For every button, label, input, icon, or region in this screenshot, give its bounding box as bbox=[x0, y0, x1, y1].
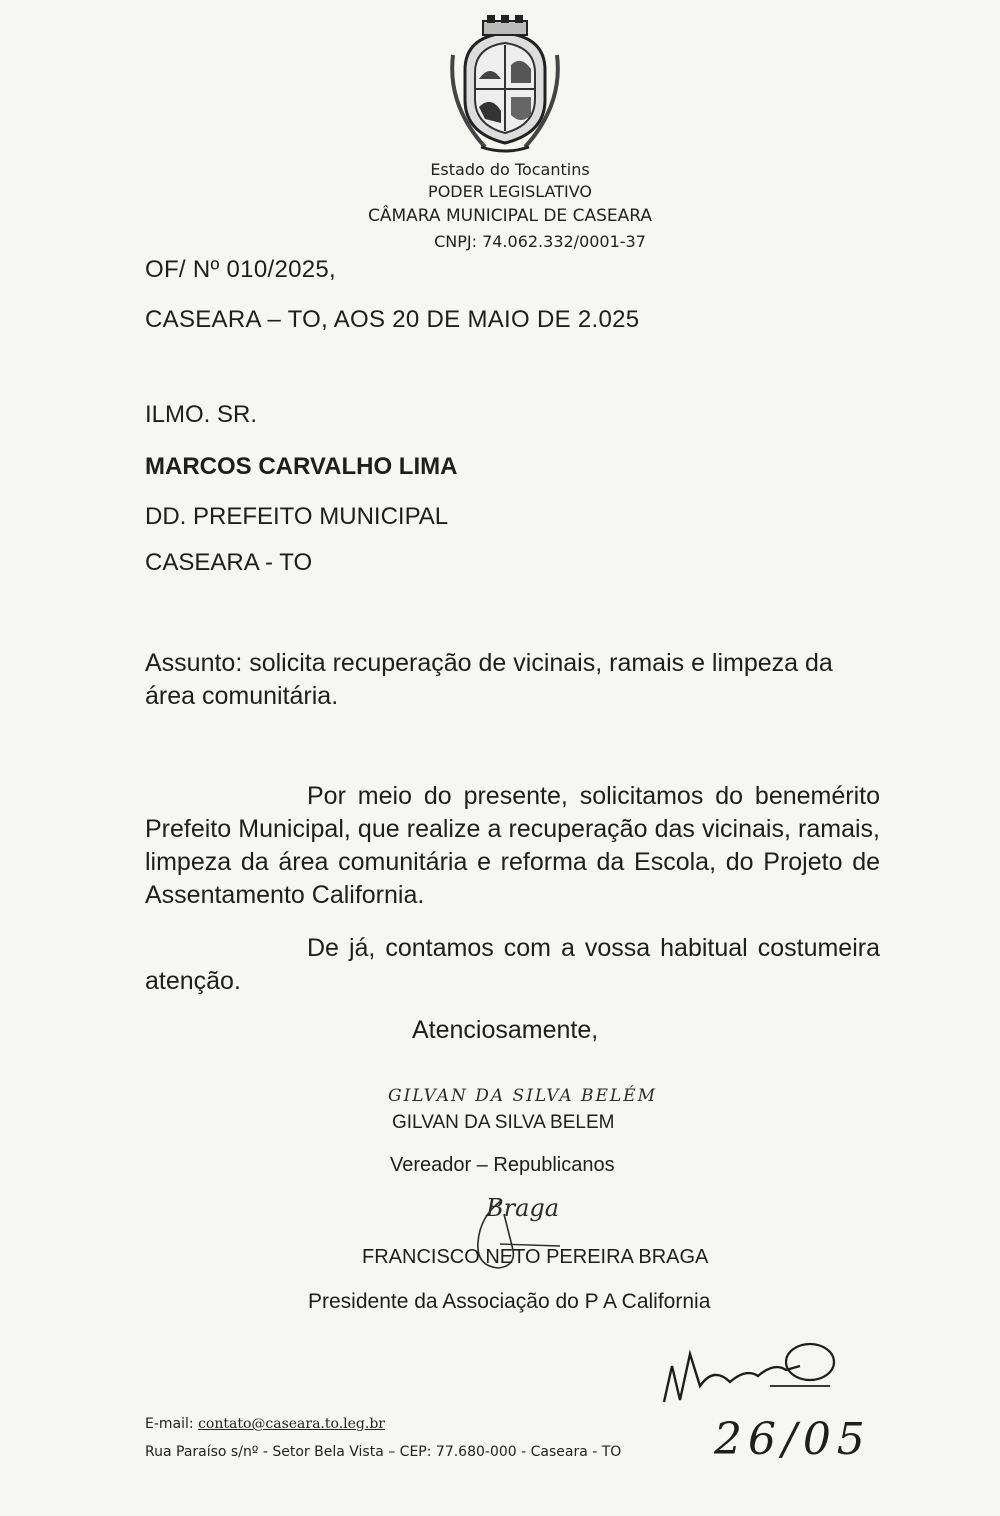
header-power: PODER LEGISLATIVO bbox=[428, 182, 592, 201]
signer-1-name: GILVAN DA SILVA BELEM bbox=[392, 1112, 615, 1133]
receipt-signature-icon bbox=[650, 1336, 840, 1408]
letter-body-paragraph-2: De já, contamos com a vossa habitual costumeira atenção. bbox=[145, 934, 880, 995]
letter-subject: Assunto: solicita recuperação de vicinais, ramais e limpeza da área comunitária. bbox=[145, 649, 833, 710]
recipient-city: CASEARA - TO bbox=[145, 549, 313, 576]
letter-body-paragraph-1: Por meio do presente, solicitamos do benemérito Prefeito Municipal, que realize a recuperação das vicinais, ramais, limpeza da área comunitária e reforma da Escola, do Projeto de Assentamento California. bbox=[145, 782, 880, 909]
signer-1-role: Vereador – Republicanos bbox=[390, 1154, 615, 1176]
letter-closing: Atenciosamente, bbox=[412, 1016, 599, 1044]
header-cnpj: CNPJ: 74.062.332/0001-37 bbox=[434, 232, 646, 251]
signer-2-name: FRANCISCO NETO PEREIRA BRAGA bbox=[362, 1246, 709, 1268]
letter-place-date: CASEARA – TO, AOS 20 DE MAIO DE 2.025 bbox=[145, 306, 640, 333]
recipient-name: MARCOS CARVALHO LIMA bbox=[145, 453, 458, 480]
handwritten-signature-2: Braga bbox=[486, 1194, 560, 1222]
handwritten-signature-1: GILVAN DA SILVA BELÉM bbox=[388, 1086, 658, 1106]
footer-email-label: E-mail: bbox=[145, 1416, 194, 1432]
footer-address: Rua Paraíso s/nº - Setor Bela Vista – CEP: 77.680-000 - Caseara - TO bbox=[145, 1444, 622, 1460]
coat-of-arms-icon bbox=[445, 15, 565, 155]
recipient-salutation: ILMO. SR. bbox=[145, 401, 258, 428]
receipt-date: 26/05 bbox=[714, 1414, 871, 1465]
header-chamber: CÂMARA MUNICIPAL DE CASEARA bbox=[368, 206, 652, 226]
footer-email-link[interactable]: contato@caseara.to.leg.br bbox=[198, 1416, 385, 1432]
signer-2-role: Presidente da Associação do P A California bbox=[308, 1290, 711, 1313]
header-state: Estado do Tocantins bbox=[430, 160, 590, 179]
letter-number: OF/ Nº 010/2025, bbox=[145, 256, 336, 283]
footer-email-line bbox=[145, 1416, 385, 1432]
recipient-title: DD. PREFEITO MUNICIPAL bbox=[145, 503, 449, 530]
